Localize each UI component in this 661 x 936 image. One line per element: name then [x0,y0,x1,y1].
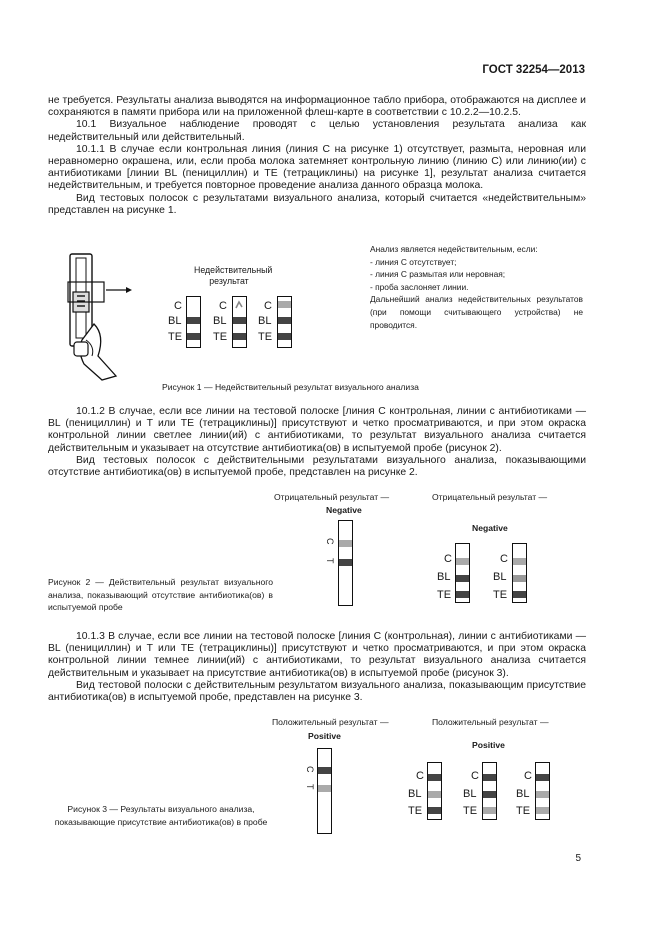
band-c [456,558,469,565]
test-strip [427,762,442,820]
band-c [318,767,331,774]
label-t-vertical: T [305,784,315,790]
paragraph-10-1-2: 10.1.2 В случае, если все линии на тестовой полоске [линия С контрольная, линии с антибиотиками — BL (пенициллин) и Т или TE (тетрациклины)] присутствуют и четко просматриваются, и при этом окраска контрольной линии светлее линии(ий) с антибиотиками, то результат визуального анализа считается действительным и указывает на отсутствие антибиотика(ов) в испытуемой пробе (рисунок 2). [48,406,586,454]
label-c: C [416,770,424,782]
band-c [278,301,291,308]
band-te [233,333,246,340]
label-bl: BL [437,571,451,583]
band-bl [187,317,200,324]
test-strip [186,296,201,348]
section-10-1-3 [48,631,586,704]
label-t-vertical: T [325,558,335,564]
band-bl [536,791,549,798]
note-line: Дальнейший анализ недействительных результатов (при помощи считывающего устройства) не проводится. [370,294,583,330]
paragraph-10-1: 10.1 Визуальное наблюдение проводят с целью установления результата анализа как недействительный или действительный. [48,119,586,143]
band-te [428,807,441,814]
label-c-vertical: C [325,538,335,545]
label-bl: BL [213,315,227,327]
test-device-illustration [58,252,138,382]
band-te [187,333,200,340]
paragraph-10-1-1: 10.1.1 В случае если контрольная линия (линия С на рисунке 1) отсутствует, размыта, неровная или неравномерно окрашена, или, если проба молока затемняет контрольную линию (линию С) или линию(ии) с антибиотиками [линии BL (пенициллин) и ТЕ (тетрациклины) на рисунке 1], результат анализа считается недействительным, и требуется повторное проведение анализа данного образца молока. [48,143,586,192]
band-te [278,333,291,340]
label-c: C [264,300,272,312]
note-line: - линия С отсутствует; [370,256,457,267]
label-c-vertical: C [305,766,315,773]
fig3-left-title: Положительный результат — [272,717,389,727]
band-bl [456,575,469,582]
band-c [483,774,496,781]
band-c [428,774,441,781]
test-strip [232,296,247,348]
label-c: C [174,300,182,312]
band-c [339,540,352,547]
label-te: TE [213,331,228,343]
fig3-left-sub: Positive [308,731,341,741]
fig1-title [194,265,273,287]
label-bl: BL [463,788,477,800]
band-t [318,785,331,792]
fig1-title-line1: Недействительный [194,265,273,275]
test-strip-single [317,748,332,834]
band-bl [513,575,526,582]
fig3-right-title: Положительный результат — [432,717,549,727]
note-line: Анализ является недействительным, если: [370,244,538,254]
band-te [536,807,549,814]
test-strip-single [338,520,353,606]
label-te: TE [408,805,423,817]
fig1-note [370,243,583,331]
label-bl: BL [168,315,182,327]
paragraph: не требуется. Результаты анализа выводятся на информационное табло прибора, отображаются на дисплее и сохраняются в памяти прибора или на приложенной флеш-карте в соответствии с 10.2.2—10.2.5. [48,95,586,119]
note-line: - проба заслоняет линии. [370,281,469,292]
band-te [483,807,496,814]
label-c: C [444,553,452,565]
paragraph-fig2-ref: Вид тестовых полосок с действительными результатами визуального анализа, показывающими отсутствие антибиотика(ов) в испытуемой пробе, представлен на рисунке 2. [48,454,586,479]
standard-number: ГОСТ 32254—2013 [482,64,585,76]
label-bl: BL [408,788,422,800]
fig2-left-sub: Negative [326,505,362,515]
band-te [456,591,469,598]
label-te: TE [463,805,478,817]
paragraph-10-1-3: 10.1.3 В случае, если все линии на тестовой полоске [линия С (контрольная), линии с антибиотиками — BL (пенициллин) и Т или TE (тетрациклины)] присутствуют и четко просматриваются, и при этом окраска контрольной линии темнее линии(ий) с антибиотиками, то результат визуального анализа считается действительным и указывает на присутствие антибиотика(ов) в испытуемой пробе (рисунок 3). [48,631,586,679]
label-bl: BL [516,788,530,800]
page-number: 5 [575,853,581,864]
test-strip [535,762,550,820]
label-te: TE [493,589,508,601]
test-strip [512,543,527,603]
label-te: TE [258,331,273,343]
fig2-left-title: Отрицательный результат — [274,492,390,502]
fig2-right-sub: Negative [472,523,508,533]
section-10-1-2 [48,406,586,479]
label-te: TE [516,805,531,817]
paragraph-fig3-ref: Вид тестовой полоски с действительным результатом визуального анализа, показывающим присутствие антибиотика(ов) в испытуемой пробе, представлен на рисунке 3. [48,679,586,704]
label-c: C [500,553,508,565]
fig3-right-sub: Positive [472,740,505,750]
fig1-caption: Рисунок 1 — Недействительный результат визуального анализа [162,382,419,392]
band-c [513,558,526,565]
fig1-title-line2: результат [209,276,249,286]
band-bl [278,317,291,324]
test-strip [277,296,292,348]
band-bl [483,791,496,798]
fig3-caption: Рисунок 3 — Результаты визуального анализа, показывающие присутствие антибиотика(ов) в пробе [54,804,268,827]
label-c: C [524,770,532,782]
note-line: - линия С размытая или неровная; [370,269,506,280]
band-t [339,559,352,566]
paragraph-fig1-ref: Вид тестовых полосок с результатами визуального анализа, который считается «недействительным» представлен на рисунке 1. [48,192,586,216]
label-bl: BL [258,315,272,327]
test-strip [455,543,470,603]
hand-with-strip-icon [58,252,138,382]
band-c [536,774,549,781]
label-bl: BL [493,571,507,583]
band-bl [428,791,441,798]
band-te [513,591,526,598]
fig2-right-title: Отрицательный результат — [432,492,548,502]
label-c: C [471,770,479,782]
fig2-caption: Рисунок 2 — Действительный результат визуального анализа, показывающий отсутствие антибиотика(ов) в испытуемой пробе [48,577,273,613]
band-bl [233,317,246,324]
test-strip [482,762,497,820]
label-te: TE [437,589,452,601]
label-te: TE [168,331,183,343]
label-c: C [219,300,227,312]
intro-text [48,95,586,217]
smeared-line-icon [235,300,244,310]
